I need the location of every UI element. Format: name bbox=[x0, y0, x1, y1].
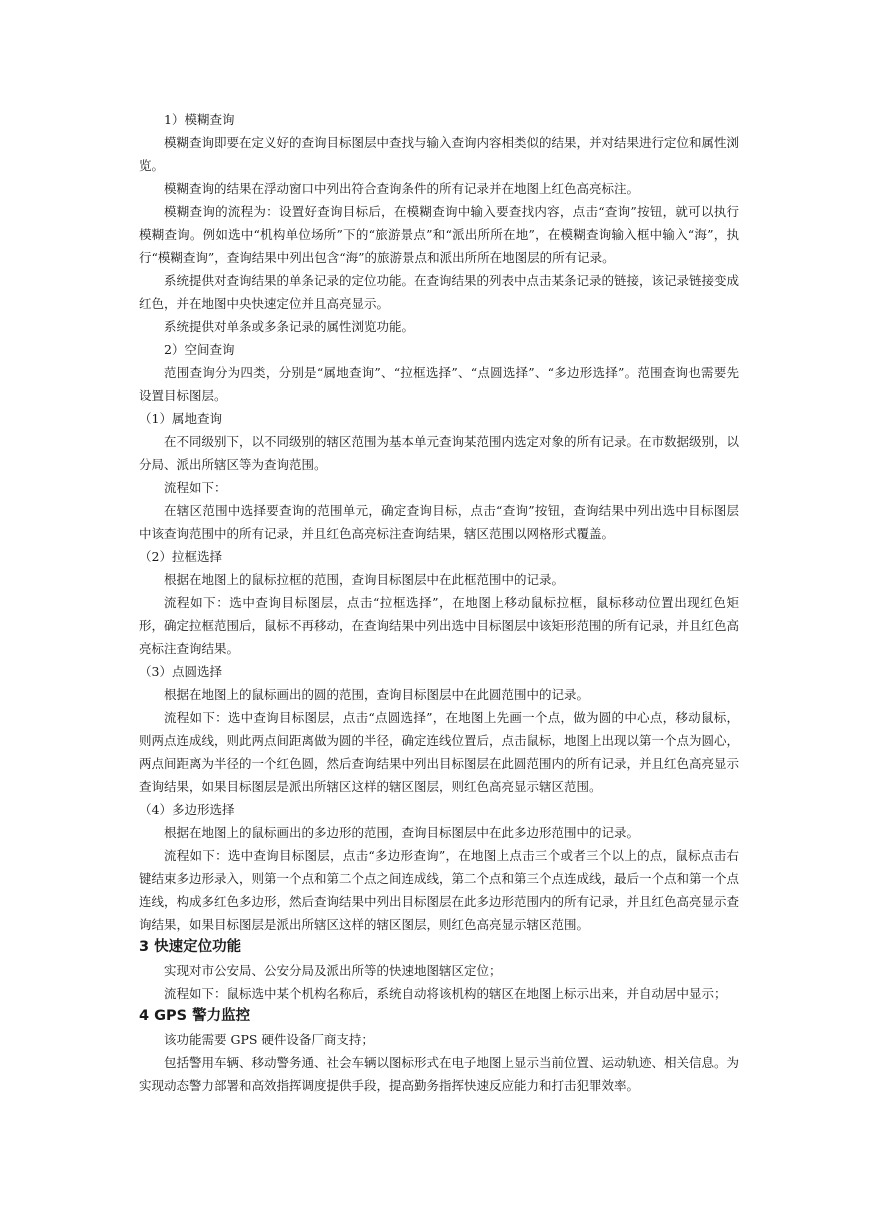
document-body bbox=[139, 108, 739, 1097]
body-paragraph: 模糊查询的结果在浮动窗口中列出符合查询条件的所有记录并在地图上红色高亮标注。 bbox=[164, 181, 640, 196]
section-subheading: 2）空间查询 bbox=[164, 342, 235, 357]
body-paragraph: 流程如下：选中查询目标图层，点击“拉框选择”，在地图上移动鼠标拉框，鼠标移动位置出现红色矩形，确定拉框范围后，鼠标不再移动，在查询结果中列出选中目标图层中该矩形范围的所有记录，并且红色高亮标注查询结果。 bbox=[139, 595, 740, 656]
body-paragraph: 在不同级别下，以不同级别的辖区范围为基本单元查询某范围内选定对象的所有记录。在市数据级别，以分局、派出所辖区等为查询范围。 bbox=[139, 434, 740, 472]
body-paragraph: 流程如下： bbox=[164, 480, 227, 495]
section-heading: 3 快速定位功能 bbox=[139, 939, 242, 955]
body-paragraph: 系统提供对查询结果的单条记录的定位功能。在查询结果的列表中点击某条记录的链接，该记录链接变成红色，并在地图中央快速定位并且高亮显示。 bbox=[139, 273, 740, 311]
subsection-heading: （3）点圆选择 bbox=[139, 664, 222, 679]
body-paragraph: 根据在地图上的鼠标画出的多边形的范围，查询目标图层中在此多边形范围中的记录。 bbox=[164, 825, 640, 840]
body-paragraph: 模糊查询即要在定义好的查询目标图层中查找与输入查询内容相类似的结果，并对结果进行定位和属性浏览。 bbox=[139, 135, 740, 173]
body-paragraph: 范围查询分为四类，分别是“属地查询”、“拉框选择”、“点圆选择”、“多边形选择”。范围查询也需要先设置目标图层。 bbox=[139, 365, 739, 403]
body-paragraph: 流程如下：鼠标选中某个机构名称后，系统自动将该机构的辖区在地图上标示出来，并自动居中显示； bbox=[164, 986, 727, 1001]
body-paragraph: 系统提供对单条或多条记录的属性浏览功能。 bbox=[164, 319, 415, 334]
section-heading: 4 GPS 警力监控 bbox=[139, 1008, 251, 1024]
body-paragraph: 根据在地图上的鼠标拉框的范围，查询目标图层中在此框范围中的记录。 bbox=[164, 572, 565, 587]
body-paragraph: 模糊查询的流程为：设置好查询目标后，在模糊查询中输入要查找内容，点击“查询”按钮，就可以执行模糊查询。例如选中“机构单位场所”下的“旅游景点”和“派出所所在地”，在模糊查询输入框中输入“海”，执行“模糊查询”，查询结果中列出包含“海”的旅游景点和派出所所在地图层的所有记录。 bbox=[139, 204, 739, 265]
body-paragraph: 根据在地图上的鼠标画出的圆的范围，查询目标图层中在此圆范围中的记录。 bbox=[164, 687, 590, 702]
body-paragraph: 该功能需要 GPS 硬件设备厂商支持； bbox=[164, 1032, 374, 1047]
body-paragraph: 在辖区范围中选择要查询的范围单元，确定查询目标，点击“查询”按钮，查询结果中列出选中目标图层中该查询范围中的所有记录，并且红色高亮标注查询结果，辖区范围以网格形式覆盖。 bbox=[139, 503, 739, 541]
body-paragraph: 流程如下：选中查询目标图层，点击“点圆选择”，在地图上先画一个点，做为圆的中心点，移动鼠标，则两点连成线，则此两点间距离做为圆的半径，确定连线位置后，点击鼠标，地图上出现以第一个点为圆心，两点间距离为半径的一个红色圆，然后查询结果中列出目标图层在此圆范围内的所有记录，并且红色高亮显示查询结果，如果目标图层是派出所辖区这样的辖区图层，则红色高亮显示辖区范围。 bbox=[139, 710, 740, 794]
body-paragraph: 流程如下：选中查询目标图层，点击“多边形查询”，在地图上点击三个或者三个以上的点，鼠标点击右键结束多边形录入，则第一个点和第二个点之间连成线，第二个点和第三个点连成线，最后一个点和第一个点连线，构成多红色多边形，然后查询结果中列出目标图层在此多边形范围内的所有记录，并且红色高亮显示查询结果，如果目标图层是派出所辖区这样的辖区图层，则红色高亮显示辖区范围。 bbox=[139, 848, 740, 932]
subsection-heading: （4）多边形选择 bbox=[139, 802, 235, 817]
subsection-heading: （1）属地查询 bbox=[139, 411, 222, 426]
subsection-heading: （2）拉框选择 bbox=[139, 549, 222, 564]
body-paragraph: 实现对市公安局、公安分局及派出所等的快速地图辖区定位； bbox=[164, 963, 502, 978]
section-subheading: 1）模糊查询 bbox=[164, 112, 235, 127]
body-paragraph: 包括警用车辆、移动警务通、社会车辆以图标形式在电子地图上显示当前位置、运动轨迹、相关信息。为实现动态警力部署和高效指挥调度提供手段，提高勤务指挥快速反应能力和打击犯罪效率。 bbox=[139, 1055, 740, 1093]
